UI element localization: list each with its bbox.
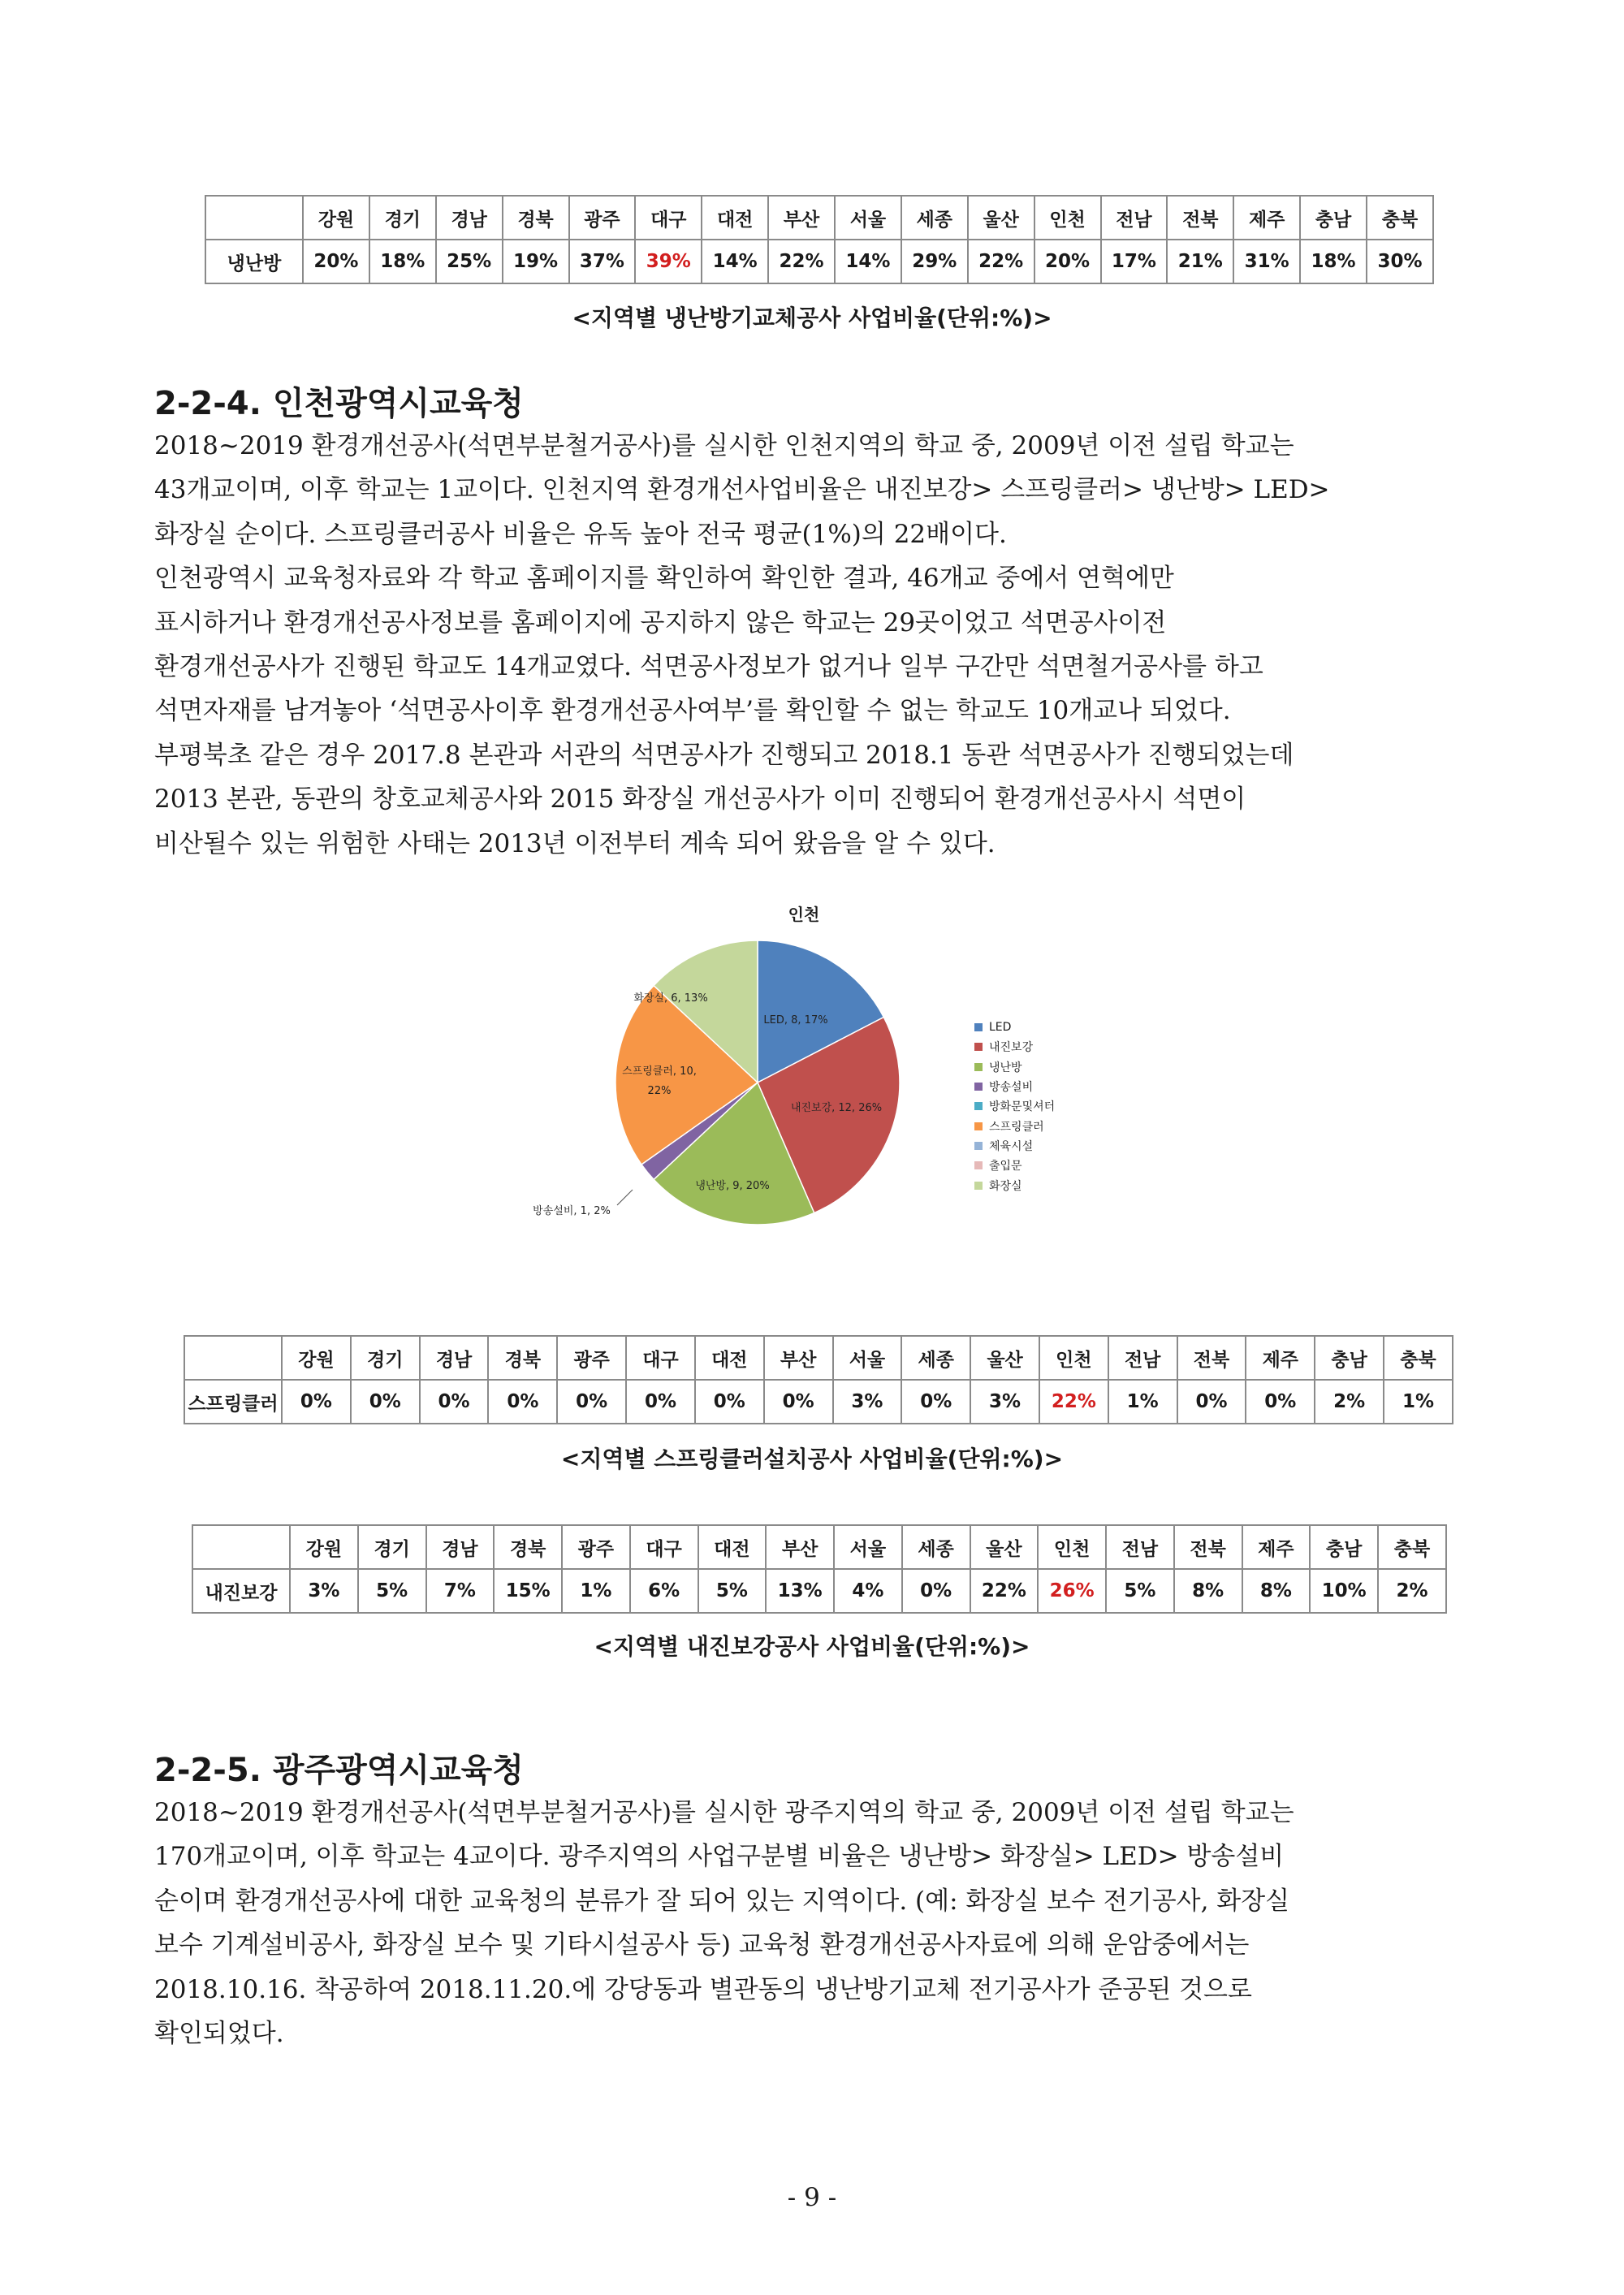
table-value-cell: 1% bbox=[562, 1569, 630, 1613]
legend-label: LED bbox=[989, 1021, 1012, 1035]
table-value-cell: 0% bbox=[282, 1380, 351, 1424]
table-header-cell: 서울 bbox=[835, 196, 901, 240]
section-heading-incheon: 2-2-4. 인천광역시교육청 bbox=[154, 385, 524, 422]
table-value-cell: 8% bbox=[1174, 1569, 1242, 1613]
table-value-cell: 0% bbox=[1246, 1380, 1315, 1424]
table-corner-cell bbox=[184, 1336, 282, 1380]
legend-item bbox=[974, 1018, 1055, 1037]
table-value-cell: 8% bbox=[1242, 1569, 1311, 1613]
paragraph-line: 부평북초 같은 경우 2017.8 본관과 서관의 석면공사가 진행되고 2018.1 동관 석면공사가 진행되었는데 bbox=[154, 740, 1294, 770]
legend-swatch bbox=[974, 1063, 983, 1071]
table-header-cell: 강원 bbox=[290, 1525, 358, 1569]
table-value-cell: 22% bbox=[1039, 1380, 1108, 1424]
paragraph-line: 43개교이며, 이후 학교는 1교이다. 인천지역 환경개선사업비율은 내진보강> 스프링클러> 냉난방> LED> bbox=[154, 475, 1330, 505]
table-value-cell: 2% bbox=[1315, 1380, 1384, 1424]
legend-label: 출입문 bbox=[989, 1160, 1022, 1173]
table-header-cell: 대전 bbox=[698, 1525, 767, 1569]
table-value-cell: 18% bbox=[1300, 240, 1367, 283]
table-header-cell: 광주 bbox=[562, 1525, 630, 1569]
table-header-cell: 제주 bbox=[1242, 1525, 1311, 1569]
table-value-cell: 0% bbox=[557, 1380, 626, 1424]
table-header-cell: 대구 bbox=[635, 196, 702, 240]
table-value-cell: 5% bbox=[1106, 1569, 1174, 1613]
table-value-cell: 17% bbox=[1101, 240, 1168, 283]
table-header-cell: 제주 bbox=[1246, 1336, 1315, 1380]
legend-label: 화장실 bbox=[989, 1179, 1022, 1193]
table-row-label: 내진보강 bbox=[192, 1569, 290, 1613]
table-header-cell: 세종 bbox=[901, 1336, 970, 1380]
table-heating-cooling bbox=[205, 195, 1434, 284]
table-value-cell: 22% bbox=[768, 240, 835, 283]
table-value-cell: 39% bbox=[635, 240, 702, 283]
table-row-label: 냉난방 bbox=[205, 240, 303, 283]
table-value-cell: 4% bbox=[834, 1569, 902, 1613]
table-header-cell: 전북 bbox=[1167, 196, 1233, 240]
paragraph-line: 170개교이며, 이후 학교는 4교이다. 광주지역의 사업구분별 비율은 냉난방> 화장실> LED> 방송설비 bbox=[154, 1842, 1285, 1872]
paragraph-line: 환경개선공사가 진행된 학교도 14개교였다. 석면공사정보가 없거나 일부 구간만 석면철거공사를 하고 bbox=[154, 652, 1263, 682]
table-header-cell: 서울 bbox=[833, 1336, 902, 1380]
table-value-cell: 20% bbox=[303, 240, 369, 283]
table-header-cell: 경기 bbox=[351, 1336, 420, 1380]
section-heading-gwangju: 2-2-5. 광주광역시교육청 bbox=[154, 1752, 524, 1789]
legend-swatch bbox=[974, 1023, 983, 1031]
table-heating-cooling-caption: <지역별 냉난방기교체공사 사업비율(단위:%)> bbox=[572, 305, 1052, 331]
table-value-cell: 21% bbox=[1167, 240, 1233, 283]
table-header-cell: 충남 bbox=[1300, 196, 1367, 240]
table-value-cell: 0% bbox=[420, 1380, 489, 1424]
table-value-cell: 14% bbox=[835, 240, 901, 283]
paragraph-line: 보수 기계설비공사, 화장실 보수 및 기타시설공사 등) 교육청 환경개선공사자료에 의해 운암중에서는 bbox=[154, 1930, 1250, 1960]
table-value-cell: 18% bbox=[369, 240, 436, 283]
legend-swatch bbox=[974, 1161, 983, 1169]
legend-swatch bbox=[974, 1102, 983, 1110]
table-value-cell: 0% bbox=[488, 1380, 557, 1424]
table-header-cell: 제주 bbox=[1233, 196, 1300, 240]
table-header-cell: 충북 bbox=[1384, 1336, 1453, 1380]
legend-item bbox=[974, 1136, 1055, 1156]
page-number: - 9 - bbox=[787, 2183, 837, 2212]
table-value-cell: 15% bbox=[494, 1569, 562, 1613]
table-seismic bbox=[192, 1524, 1447, 1614]
table-header-cell: 광주 bbox=[557, 1336, 626, 1380]
legend-item bbox=[974, 1057, 1055, 1077]
table-header-cell: 대전 bbox=[702, 196, 768, 240]
table-header-cell: 경남 bbox=[420, 1336, 489, 1380]
table-value-cell: 1% bbox=[1108, 1380, 1177, 1424]
table-value-cell: 0% bbox=[351, 1380, 420, 1424]
table-value-cell: 1% bbox=[1384, 1380, 1453, 1424]
pie-data-label: 방송설비, 1, 2% bbox=[533, 1205, 611, 1217]
table-header-cell: 대구 bbox=[626, 1336, 695, 1380]
paragraph-line: 2018.10.16. 착공하여 2018.11.20.에 강당동과 별관동의 냉난방기교체 전기공사가 준공된 것으로 bbox=[154, 1974, 1252, 2004]
table-header-cell: 서울 bbox=[834, 1525, 902, 1569]
legend-swatch bbox=[974, 1083, 983, 1091]
legend-item bbox=[974, 1175, 1055, 1195]
paragraph-line: 비산될수 있는 위험한 사태는 2013년 이전부터 계속 되어 왔음을 알 수 있다. bbox=[154, 828, 996, 858]
table-value-cell: 20% bbox=[1034, 240, 1101, 283]
paragraph-line: 2013 본관, 동관의 창호교체공사와 2015 화장실 개선공사가 이미 진행되어 환경개선공사시 석면이 bbox=[154, 784, 1246, 815]
paragraph-line: 2018~2019 환경개선공사(석면부분철거공사)를 실시한 인천지역의 학교 중, 2009년 이전 설립 학교는 bbox=[154, 431, 1294, 460]
table-seismic-caption: <지역별 내진보강공사 사업비율(단위:%)> bbox=[594, 1633, 1030, 1660]
table-value-cell: 3% bbox=[290, 1569, 358, 1613]
paragraph-line: 순이며 환경개선공사에 대한 교육청의 분류가 잘 되어 있는 지역이다. (예: 화장실 보수 전기공사, 화장실 bbox=[154, 1886, 1290, 1916]
section-body-gwangju bbox=[154, 1791, 1486, 2055]
table-header-cell: 울산 bbox=[970, 1525, 1039, 1569]
table-header-cell: 충북 bbox=[1367, 196, 1433, 240]
legend-label: 방화문및셔터 bbox=[989, 1100, 1056, 1114]
table-header-cell: 전남 bbox=[1101, 196, 1168, 240]
chart-legend bbox=[974, 1018, 1055, 1195]
table-sprinkler bbox=[184, 1335, 1453, 1424]
table-header-cell: 전남 bbox=[1108, 1336, 1177, 1380]
legend-item bbox=[974, 1077, 1055, 1096]
table-value-cell: 0% bbox=[695, 1380, 764, 1424]
table-value-cell: 6% bbox=[630, 1569, 698, 1613]
table-corner-cell bbox=[192, 1525, 290, 1569]
legend-item bbox=[974, 1096, 1055, 1116]
table-header-cell: 인천 bbox=[1038, 1525, 1106, 1569]
table-header-cell: 대구 bbox=[630, 1525, 698, 1569]
table-value-cell: 14% bbox=[702, 240, 768, 283]
table-header-cell: 전남 bbox=[1106, 1525, 1174, 1569]
table-header-cell: 부산 bbox=[766, 1525, 834, 1569]
table-header-cell: 강원 bbox=[282, 1336, 351, 1380]
table-header-cell: 전북 bbox=[1177, 1336, 1246, 1380]
legend-swatch bbox=[974, 1182, 983, 1190]
pie-data-label: 내진보강, 12, 26% bbox=[790, 1102, 883, 1114]
table-sprinkler-caption: <지역별 스프링클러설치공사 사업비율(단위:%)> bbox=[560, 1446, 1064, 1472]
table-header-cell: 경남 bbox=[436, 196, 503, 240]
legend-label: 냉난방 bbox=[989, 1061, 1022, 1074]
table-header-cell: 경기 bbox=[358, 1525, 426, 1569]
table-header-cell: 경북 bbox=[503, 196, 569, 240]
table-value-cell: 29% bbox=[901, 240, 968, 283]
table-value-cell: 0% bbox=[764, 1380, 833, 1424]
pie-data-label: 22% bbox=[647, 1085, 672, 1097]
table-header-cell: 광주 bbox=[569, 196, 636, 240]
table-header-cell: 강원 bbox=[303, 196, 369, 240]
legend-item bbox=[974, 1037, 1055, 1057]
table-header-cell: 대전 bbox=[695, 1336, 764, 1380]
table-header-cell: 세종 bbox=[901, 196, 968, 240]
table-value-cell: 5% bbox=[698, 1569, 767, 1613]
table-header-cell: 충남 bbox=[1310, 1525, 1378, 1569]
table-value-cell: 22% bbox=[968, 240, 1034, 283]
table-corner-cell bbox=[205, 196, 303, 240]
table-header-cell: 울산 bbox=[968, 196, 1034, 240]
pie-data-label: 화장실, 6, 13% bbox=[633, 992, 708, 1005]
table-value-cell: 37% bbox=[569, 240, 636, 283]
pie-data-label: 스프링클러, 10, bbox=[622, 1065, 697, 1078]
legend-swatch bbox=[974, 1142, 983, 1150]
table-header-cell: 충북 bbox=[1378, 1525, 1446, 1569]
table-header-cell: 경기 bbox=[369, 196, 436, 240]
section-body-incheon bbox=[154, 424, 1486, 866]
table-value-cell: 19% bbox=[503, 240, 569, 283]
table-value-cell: 3% bbox=[833, 1380, 902, 1424]
table-value-cell: 31% bbox=[1233, 240, 1300, 283]
table-header-cell: 인천 bbox=[1034, 196, 1101, 240]
table-value-cell: 7% bbox=[426, 1569, 495, 1613]
table-header-cell: 전북 bbox=[1174, 1525, 1242, 1569]
table-value-cell: 30% bbox=[1367, 240, 1433, 283]
table-value-cell: 0% bbox=[1177, 1380, 1246, 1424]
legend-label: 체육시설 bbox=[989, 1139, 1034, 1153]
legend-swatch bbox=[974, 1122, 983, 1130]
table-value-cell: 0% bbox=[901, 1380, 970, 1424]
table-value-cell: 5% bbox=[358, 1569, 426, 1613]
table-header-cell: 부산 bbox=[768, 196, 835, 240]
paragraph-line: 인천광역시 교육청자료와 각 학교 홈페이지를 확인하여 확인한 결과, 46개교 중에서 연혁에만 bbox=[154, 564, 1174, 594]
legend-label: 스프링클러 bbox=[989, 1120, 1044, 1134]
paragraph-line: 확인되었다. bbox=[154, 2019, 284, 2049]
legend-label: 방송설비 bbox=[989, 1081, 1034, 1095]
table-value-cell: 3% bbox=[970, 1380, 1039, 1424]
table-value-cell: 13% bbox=[766, 1569, 834, 1613]
table-value-cell: 22% bbox=[970, 1569, 1039, 1613]
paragraph-line: 표시하거나 환경개선공사정보를 홈페이지에 공지하지 않은 학교는 29곳이었고 석면공사이전 bbox=[154, 607, 1167, 638]
paragraph-line: 석면자재를 남겨놓아 ‘석면공사이후 환경개선공사여부’를 확인할 수 없는 학교도 10개교나 되었다. bbox=[154, 696, 1231, 726]
legend-item bbox=[974, 1116, 1055, 1135]
legend-swatch bbox=[974, 1043, 983, 1051]
table-value-cell: 10% bbox=[1310, 1569, 1378, 1613]
table-value-cell: 26% bbox=[1038, 1569, 1106, 1613]
table-value-cell: 0% bbox=[626, 1380, 695, 1424]
paragraph-line: 2018~2019 환경개선공사(석면부분철거공사)를 실시한 광주지역의 학교 중, 2009년 이전 설립 학교는 bbox=[154, 1798, 1294, 1827]
table-row-label: 스프링클러 bbox=[184, 1380, 282, 1424]
table-header-cell: 울산 bbox=[970, 1336, 1039, 1380]
legend-label: 내진보강 bbox=[989, 1041, 1034, 1055]
legend-item bbox=[974, 1156, 1055, 1175]
table-header-cell: 인천 bbox=[1039, 1336, 1108, 1380]
pie-leader-line bbox=[617, 1190, 633, 1205]
table-header-cell: 충남 bbox=[1315, 1336, 1384, 1380]
table-value-cell: 25% bbox=[436, 240, 503, 283]
pie-data-label: 냉난방, 9, 20% bbox=[695, 1180, 770, 1192]
table-value-cell: 0% bbox=[902, 1569, 970, 1613]
table-header-cell: 세종 bbox=[902, 1525, 970, 1569]
table-header-cell: 경북 bbox=[494, 1525, 562, 1569]
pie-data-label: LED, 8, 17% bbox=[763, 1014, 828, 1026]
table-value-cell: 2% bbox=[1378, 1569, 1446, 1613]
table-header-cell: 부산 bbox=[764, 1336, 833, 1380]
paragraph-line: 화장실 순이다. 스프링클러공사 비율은 유독 높아 전국 평균(1%)의 22배이다. bbox=[154, 519, 1007, 549]
chart-title: 인천 bbox=[788, 905, 820, 924]
table-header-cell: 경북 bbox=[488, 1336, 557, 1380]
table-header-cell: 경남 bbox=[426, 1525, 495, 1569]
